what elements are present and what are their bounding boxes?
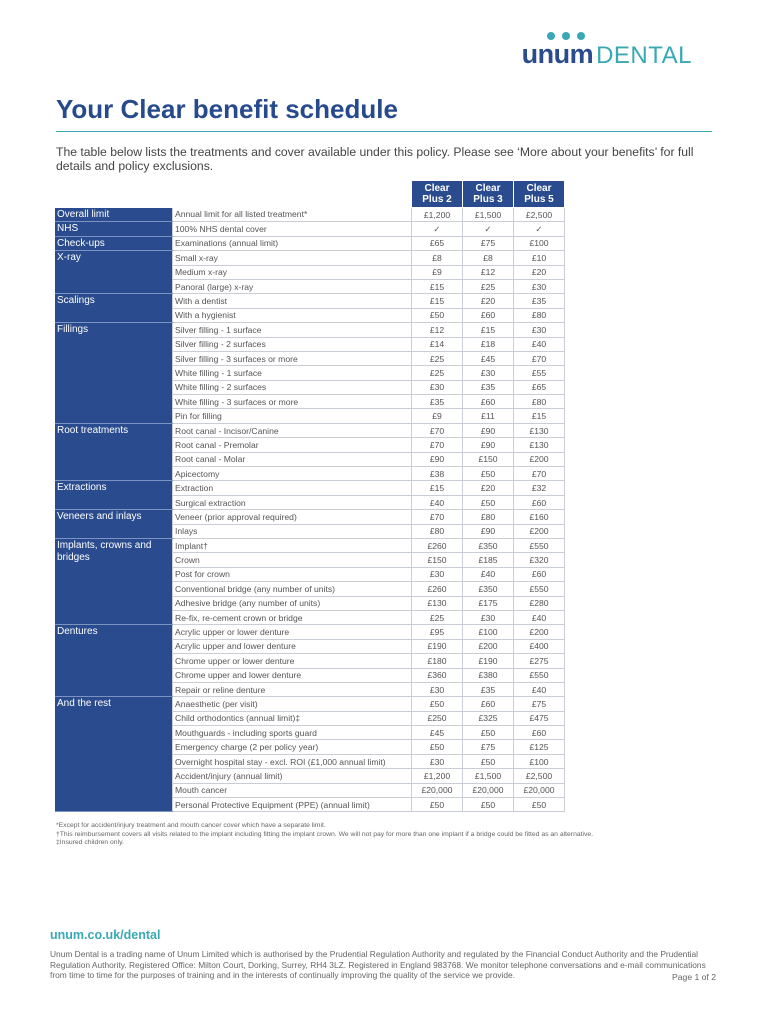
treatment-cell: Pin for filling xyxy=(173,409,412,423)
treatment-cell: With a dentist xyxy=(173,294,412,308)
value-cell: £100 xyxy=(514,236,565,250)
value-cell: £280 xyxy=(514,596,565,610)
footnote: †This reimbursement covers all visits related to the implant including fitting the implant crown. We will not pay for more than one implant if a bridge could be fitted as an alternative. xyxy=(56,830,594,838)
value-cell: £35 xyxy=(463,682,514,696)
value-cell: £20 xyxy=(463,294,514,308)
legal-text: Unum Dental is a trading name of Unum Limited which is authorised by the Prudential Regulation Authority and regulated by the Financial Conduct Authority and the Prudential Regulation Authority. Registered Office: Milton Court, Dorking, Surrey, RH4 3LZ. Registered in England 983768. We monitor telephone conversations and e-mail communications from time to time for the purposes of training and in the interests of continually improving the quality of the service we provide. xyxy=(50,949,706,980)
header-clear-plus-3: Clear Plus 3 xyxy=(463,181,514,208)
value-cell: £90 xyxy=(412,452,463,466)
value-cell: £1,500 xyxy=(463,208,514,222)
value-cell: £70 xyxy=(412,438,463,452)
value-cell: £30 xyxy=(412,754,463,768)
value-cell: £125 xyxy=(514,740,565,754)
value-cell: £1,500 xyxy=(463,769,514,783)
value-cell: £30 xyxy=(514,279,565,293)
value-cell: £45 xyxy=(412,726,463,740)
value-cell: £350 xyxy=(463,582,514,596)
logo-dental: DENTAL xyxy=(596,42,692,69)
treatment-cell: Surgical extraction xyxy=(173,495,412,509)
page-number: Page 1 of 2 xyxy=(672,972,716,982)
value-cell: ✓ xyxy=(463,222,514,236)
value-cell: £55 xyxy=(514,366,565,380)
treatment-cell: White filling - 2 surfaces xyxy=(173,380,412,394)
category-cell: Veneers and inlays xyxy=(55,510,173,539)
value-cell: £40 xyxy=(514,610,565,624)
value-cell: £80 xyxy=(463,510,514,524)
treatment-cell: Child orthodontics (annual limit)‡ xyxy=(173,711,412,725)
value-cell: £80 xyxy=(412,524,463,538)
header-clear-plus-2: Clear Plus 2 xyxy=(412,181,463,208)
value-cell: £20 xyxy=(463,481,514,495)
value-cell: £25 xyxy=(463,279,514,293)
table-body xyxy=(55,208,565,812)
value-cell: £30 xyxy=(412,682,463,696)
intro-text: The table below lists the treatments and cover available under this policy. Please see ‘More about your benefits’ for full details and policy exclusions. xyxy=(56,145,694,173)
value-cell: £12 xyxy=(463,265,514,279)
value-cell: £360 xyxy=(412,668,463,682)
header-blank xyxy=(173,181,412,208)
value-cell: £50 xyxy=(463,495,514,509)
treatment-cell: White filling - 1 surface xyxy=(173,366,412,380)
value-cell: £80 xyxy=(514,308,565,322)
value-cell: £90 xyxy=(463,438,514,452)
table-row xyxy=(55,697,565,711)
value-cell: £12 xyxy=(412,323,463,337)
category-cell: NHS xyxy=(55,222,173,236)
table-row xyxy=(55,236,565,250)
header-clear-plus-5: Clear Plus 5 xyxy=(514,181,565,208)
value-cell: £100 xyxy=(463,625,514,639)
value-cell: £80 xyxy=(514,395,565,409)
value-cell: £50 xyxy=(463,467,514,481)
table-header-row xyxy=(55,181,565,208)
value-cell: £250 xyxy=(412,711,463,725)
value-cell: £45 xyxy=(463,351,514,365)
value-cell: £38 xyxy=(412,467,463,481)
value-cell: £25 xyxy=(412,351,463,365)
category-cell: X-ray xyxy=(55,251,173,294)
value-cell: £32 xyxy=(514,481,565,495)
category-cell: Implants, crowns and bridges xyxy=(55,538,173,624)
value-cell: £50 xyxy=(412,740,463,754)
treatment-cell: White filling - 3 surfaces or more xyxy=(173,395,412,409)
value-cell: £35 xyxy=(463,380,514,394)
value-cell: £20 xyxy=(514,265,565,279)
value-cell: £30 xyxy=(412,567,463,581)
value-cell: £200 xyxy=(463,639,514,653)
category-cell: Extractions xyxy=(55,481,173,510)
value-cell: £190 xyxy=(463,654,514,668)
value-cell: £200 xyxy=(514,625,565,639)
treatment-cell: Mouthguards - including sports guard xyxy=(173,726,412,740)
treatment-cell: Root canal - Premolar xyxy=(173,438,412,452)
treatment-cell: Emergency charge (2 per policy year) xyxy=(173,740,412,754)
value-cell: £200 xyxy=(514,524,565,538)
value-cell: £150 xyxy=(412,553,463,567)
treatment-cell: Implant† xyxy=(173,538,412,552)
table-row xyxy=(55,538,565,552)
category-cell: Dentures xyxy=(55,625,173,697)
value-cell: £10 xyxy=(514,251,565,265)
title-divider xyxy=(56,131,712,132)
value-cell: £9 xyxy=(412,409,463,423)
treatment-cell: Post for crown xyxy=(173,567,412,581)
value-cell: £180 xyxy=(412,654,463,668)
table-row xyxy=(55,208,565,222)
value-cell: £400 xyxy=(514,639,565,653)
value-cell: £8 xyxy=(412,251,463,265)
treatment-cell: Annual limit for all listed treatment* xyxy=(173,208,412,222)
category-cell: And the rest xyxy=(55,697,173,812)
value-cell: £380 xyxy=(463,668,514,682)
treatment-cell: Silver filling - 2 surfaces xyxy=(173,337,412,351)
treatment-cell: Apicectomy xyxy=(173,467,412,481)
value-cell: £15 xyxy=(412,481,463,495)
value-cell: £550 xyxy=(514,538,565,552)
treatment-cell: Inlays xyxy=(173,524,412,538)
value-cell: £15 xyxy=(463,323,514,337)
category-cell: Overall limit xyxy=(55,208,173,222)
treatment-cell: 100% NHS dental cover xyxy=(173,222,412,236)
website-link[interactable]: unum.co.uk/dental xyxy=(50,928,161,942)
treatment-cell: Examinations (annual limit) xyxy=(173,236,412,250)
value-cell: £20,000 xyxy=(412,783,463,797)
value-cell: £350 xyxy=(463,538,514,552)
value-cell: £40 xyxy=(463,567,514,581)
value-cell: £40 xyxy=(412,495,463,509)
treatment-cell: Adhesive bridge (any number of units) xyxy=(173,596,412,610)
value-cell: £9 xyxy=(412,265,463,279)
value-cell: £550 xyxy=(514,582,565,596)
value-cell: £130 xyxy=(412,596,463,610)
value-cell: £35 xyxy=(514,294,565,308)
value-cell: £50 xyxy=(463,798,514,812)
treatment-cell: Chrome upper and lower denture xyxy=(173,668,412,682)
value-cell: £50 xyxy=(412,798,463,812)
value-cell: £11 xyxy=(463,409,514,423)
value-cell: £1,200 xyxy=(412,769,463,783)
treatment-cell: Mouth cancer xyxy=(173,783,412,797)
table-row xyxy=(55,251,565,265)
treatment-cell: Personal Protective Equipment (PPE) (annual limit) xyxy=(173,798,412,812)
treatment-cell: Conventional bridge (any number of units) xyxy=(173,582,412,596)
value-cell: £18 xyxy=(463,337,514,351)
treatment-cell: Acrylic upper or lower denture xyxy=(173,625,412,639)
value-cell: £60 xyxy=(463,308,514,322)
value-cell: £90 xyxy=(463,423,514,437)
value-cell: £200 xyxy=(514,452,565,466)
value-cell: £14 xyxy=(412,337,463,351)
value-cell: £90 xyxy=(463,524,514,538)
treatment-cell: Veneer (prior approval required) xyxy=(173,510,412,524)
value-cell: £50 xyxy=(412,697,463,711)
table-row xyxy=(55,481,565,495)
value-cell: £70 xyxy=(514,351,565,365)
value-cell: £20,000 xyxy=(463,783,514,797)
value-cell: £75 xyxy=(514,697,565,711)
value-cell: £175 xyxy=(463,596,514,610)
table-row xyxy=(55,294,565,308)
value-cell: £75 xyxy=(463,740,514,754)
value-cell: £325 xyxy=(463,711,514,725)
value-cell: £1,200 xyxy=(412,208,463,222)
value-cell: £160 xyxy=(514,510,565,524)
value-cell: £100 xyxy=(514,754,565,768)
value-cell: £50 xyxy=(514,798,565,812)
treatment-cell: Acrylic upper and lower denture xyxy=(173,639,412,653)
value-cell: £70 xyxy=(514,467,565,481)
treatment-cell: Medium x-ray xyxy=(173,265,412,279)
logo-wordmark xyxy=(522,39,692,70)
treatment-cell: Small x-ray xyxy=(173,251,412,265)
value-cell: £30 xyxy=(463,610,514,624)
treatment-cell: Crown xyxy=(173,553,412,567)
category-cell: Scalings xyxy=(55,294,173,323)
value-cell: £2,500 xyxy=(514,769,565,783)
value-cell: £50 xyxy=(412,308,463,322)
treatment-cell: Extraction xyxy=(173,481,412,495)
value-cell: £15 xyxy=(514,409,565,423)
value-cell: £15 xyxy=(412,294,463,308)
value-cell: £2,500 xyxy=(514,208,565,222)
value-cell: £75 xyxy=(463,236,514,250)
value-cell: £40 xyxy=(514,682,565,696)
value-cell: £60 xyxy=(463,395,514,409)
value-cell: £25 xyxy=(412,366,463,380)
header-blank xyxy=(55,181,173,208)
value-cell: £70 xyxy=(412,423,463,437)
treatment-cell: Chrome upper or lower denture xyxy=(173,654,412,668)
value-cell: £65 xyxy=(514,380,565,394)
value-cell: £25 xyxy=(412,610,463,624)
treatment-cell: Panoral (large) x-ray xyxy=(173,279,412,293)
value-cell: £50 xyxy=(463,754,514,768)
treatment-cell: Root canal - Incisor/Canine xyxy=(173,423,412,437)
treatment-cell: Silver filling - 3 surfaces or more xyxy=(173,351,412,365)
value-cell: £60 xyxy=(514,567,565,581)
value-cell: £275 xyxy=(514,654,565,668)
value-cell: £95 xyxy=(412,625,463,639)
value-cell: £15 xyxy=(412,279,463,293)
treatment-cell: Silver filling - 1 surface xyxy=(173,323,412,337)
table-row xyxy=(55,222,565,236)
table-row xyxy=(55,423,565,437)
value-cell: £190 xyxy=(412,639,463,653)
logo-unum: unum xyxy=(521,39,594,69)
value-cell: £35 xyxy=(412,395,463,409)
value-cell: £150 xyxy=(463,452,514,466)
treatment-cell: Repair or reline denture xyxy=(173,682,412,696)
value-cell: £550 xyxy=(514,668,565,682)
value-cell: £8 xyxy=(463,251,514,265)
value-cell: £320 xyxy=(514,553,565,567)
treatment-cell: Re-fix, re-cement crown or bridge xyxy=(173,610,412,624)
value-cell: ✓ xyxy=(412,222,463,236)
value-cell: £60 xyxy=(514,495,565,509)
benefit-table xyxy=(55,180,565,812)
value-cell: £30 xyxy=(514,323,565,337)
category-cell: Check-ups xyxy=(55,236,173,250)
value-cell: £475 xyxy=(514,711,565,725)
value-cell: £130 xyxy=(514,423,565,437)
category-cell: Root treatments xyxy=(55,423,173,481)
treatment-cell: Overnight hospital stay - excl. ROI (£1,000 annual limit) xyxy=(173,754,412,768)
value-cell: £20,000 xyxy=(514,783,565,797)
value-cell: £30 xyxy=(412,380,463,394)
table-row xyxy=(55,625,565,639)
value-cell: £60 xyxy=(514,726,565,740)
value-cell: £185 xyxy=(463,553,514,567)
footnote: *Except for accident/injury treatment and mouth cancer cover which have a separate limit. xyxy=(56,822,326,829)
table-row xyxy=(55,510,565,524)
category-cell: Fillings xyxy=(55,323,173,424)
treatment-cell: With a hygienist xyxy=(173,308,412,322)
treatment-cell: Anaesthetic (per visit) xyxy=(173,697,412,711)
value-cell: £260 xyxy=(412,538,463,552)
page-title: Your Clear benefit schedule xyxy=(56,94,398,124)
value-cell: £260 xyxy=(412,582,463,596)
value-cell: £60 xyxy=(463,697,514,711)
footnote: ‡Insured children only. xyxy=(56,839,124,847)
value-cell: £50 xyxy=(463,726,514,740)
footnotes xyxy=(56,822,593,848)
value-cell: £130 xyxy=(514,438,565,452)
value-cell: £70 xyxy=(412,510,463,524)
value-cell: £30 xyxy=(463,366,514,380)
treatment-cell: Accident/injury (annual limit) xyxy=(173,769,412,783)
value-cell: ✓ xyxy=(514,222,565,236)
value-cell: £40 xyxy=(514,337,565,351)
table-row xyxy=(55,323,565,337)
value-cell: £65 xyxy=(412,236,463,250)
treatment-cell: Root canal - Molar xyxy=(173,452,412,466)
